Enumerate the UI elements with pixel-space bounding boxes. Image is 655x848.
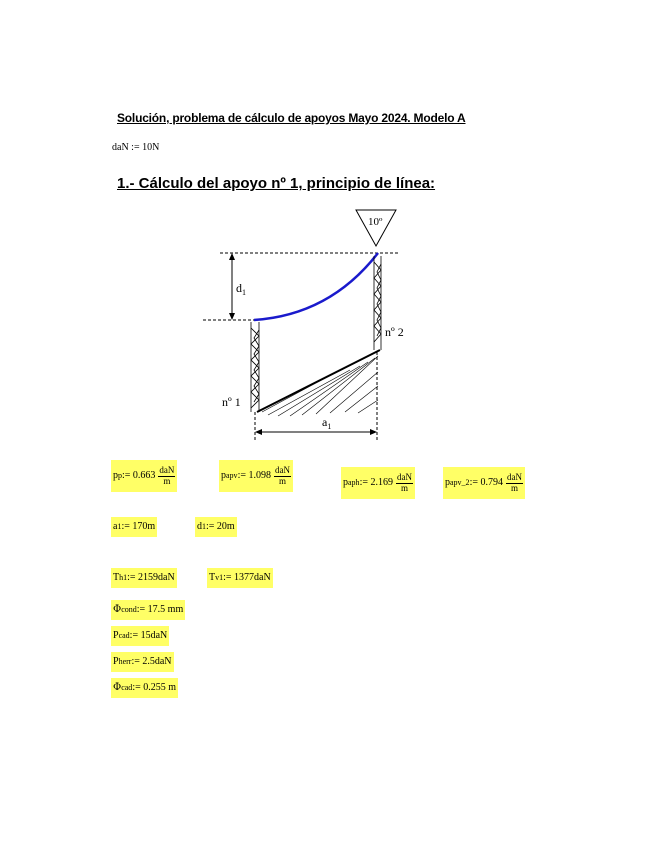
conductor-curve: [254, 253, 378, 320]
support-2-tower: [374, 256, 381, 350]
angle-label: 10º: [368, 216, 383, 228]
eq-pcad: P cad := 15daN: [111, 626, 169, 646]
eq-phicond: Φ cond := 17.5 mm: [111, 600, 185, 620]
ground-hatching: [262, 356, 378, 416]
a1-label: $a_1$: [322, 415, 332, 431]
eq-phicad: Φ cad := 0.255 m: [111, 678, 178, 698]
eq-pherr: P herr := 2.5daN: [111, 652, 174, 672]
d1-label: $d_1$: [236, 281, 246, 297]
section-heading: 1.- Cálculo del apoyo nº 1, principio de línea:: [117, 175, 436, 192]
support-diagram: [195, 205, 425, 445]
eq-pp: p p := 0.663 $\frac{\text{daN}}{m}$: [111, 460, 177, 492]
eq-paph: p aph := 2.169 $\frac{\text{daN}}{m}$: [341, 467, 415, 499]
document-title: Solución, problema de cálculo de apoyos Mayo 2024. Modelo A: [117, 111, 466, 125]
eq-papv2: p apv_2 := 0.794 $\frac{\text{daN}}{m}$: [443, 467, 525, 499]
eq-th1: T h1 := 2159daN: [111, 568, 177, 588]
ground-slope-line: [257, 350, 380, 412]
eq-papv: p apv := 1.098 $\frac{\text{daN}}{m}$: [219, 460, 293, 492]
unit-definition: daN := 10N: [112, 142, 160, 153]
support-2-label: nº 2: [385, 325, 404, 339]
support-1-tower: [251, 322, 259, 412]
eq-d1: d 1 := 20m: [195, 517, 237, 537]
eq-tv1: T v1 := 1377daN: [207, 568, 273, 588]
support-1-label: nº 1: [222, 395, 241, 409]
eq-a1: a 1 := 170m: [111, 517, 157, 537]
